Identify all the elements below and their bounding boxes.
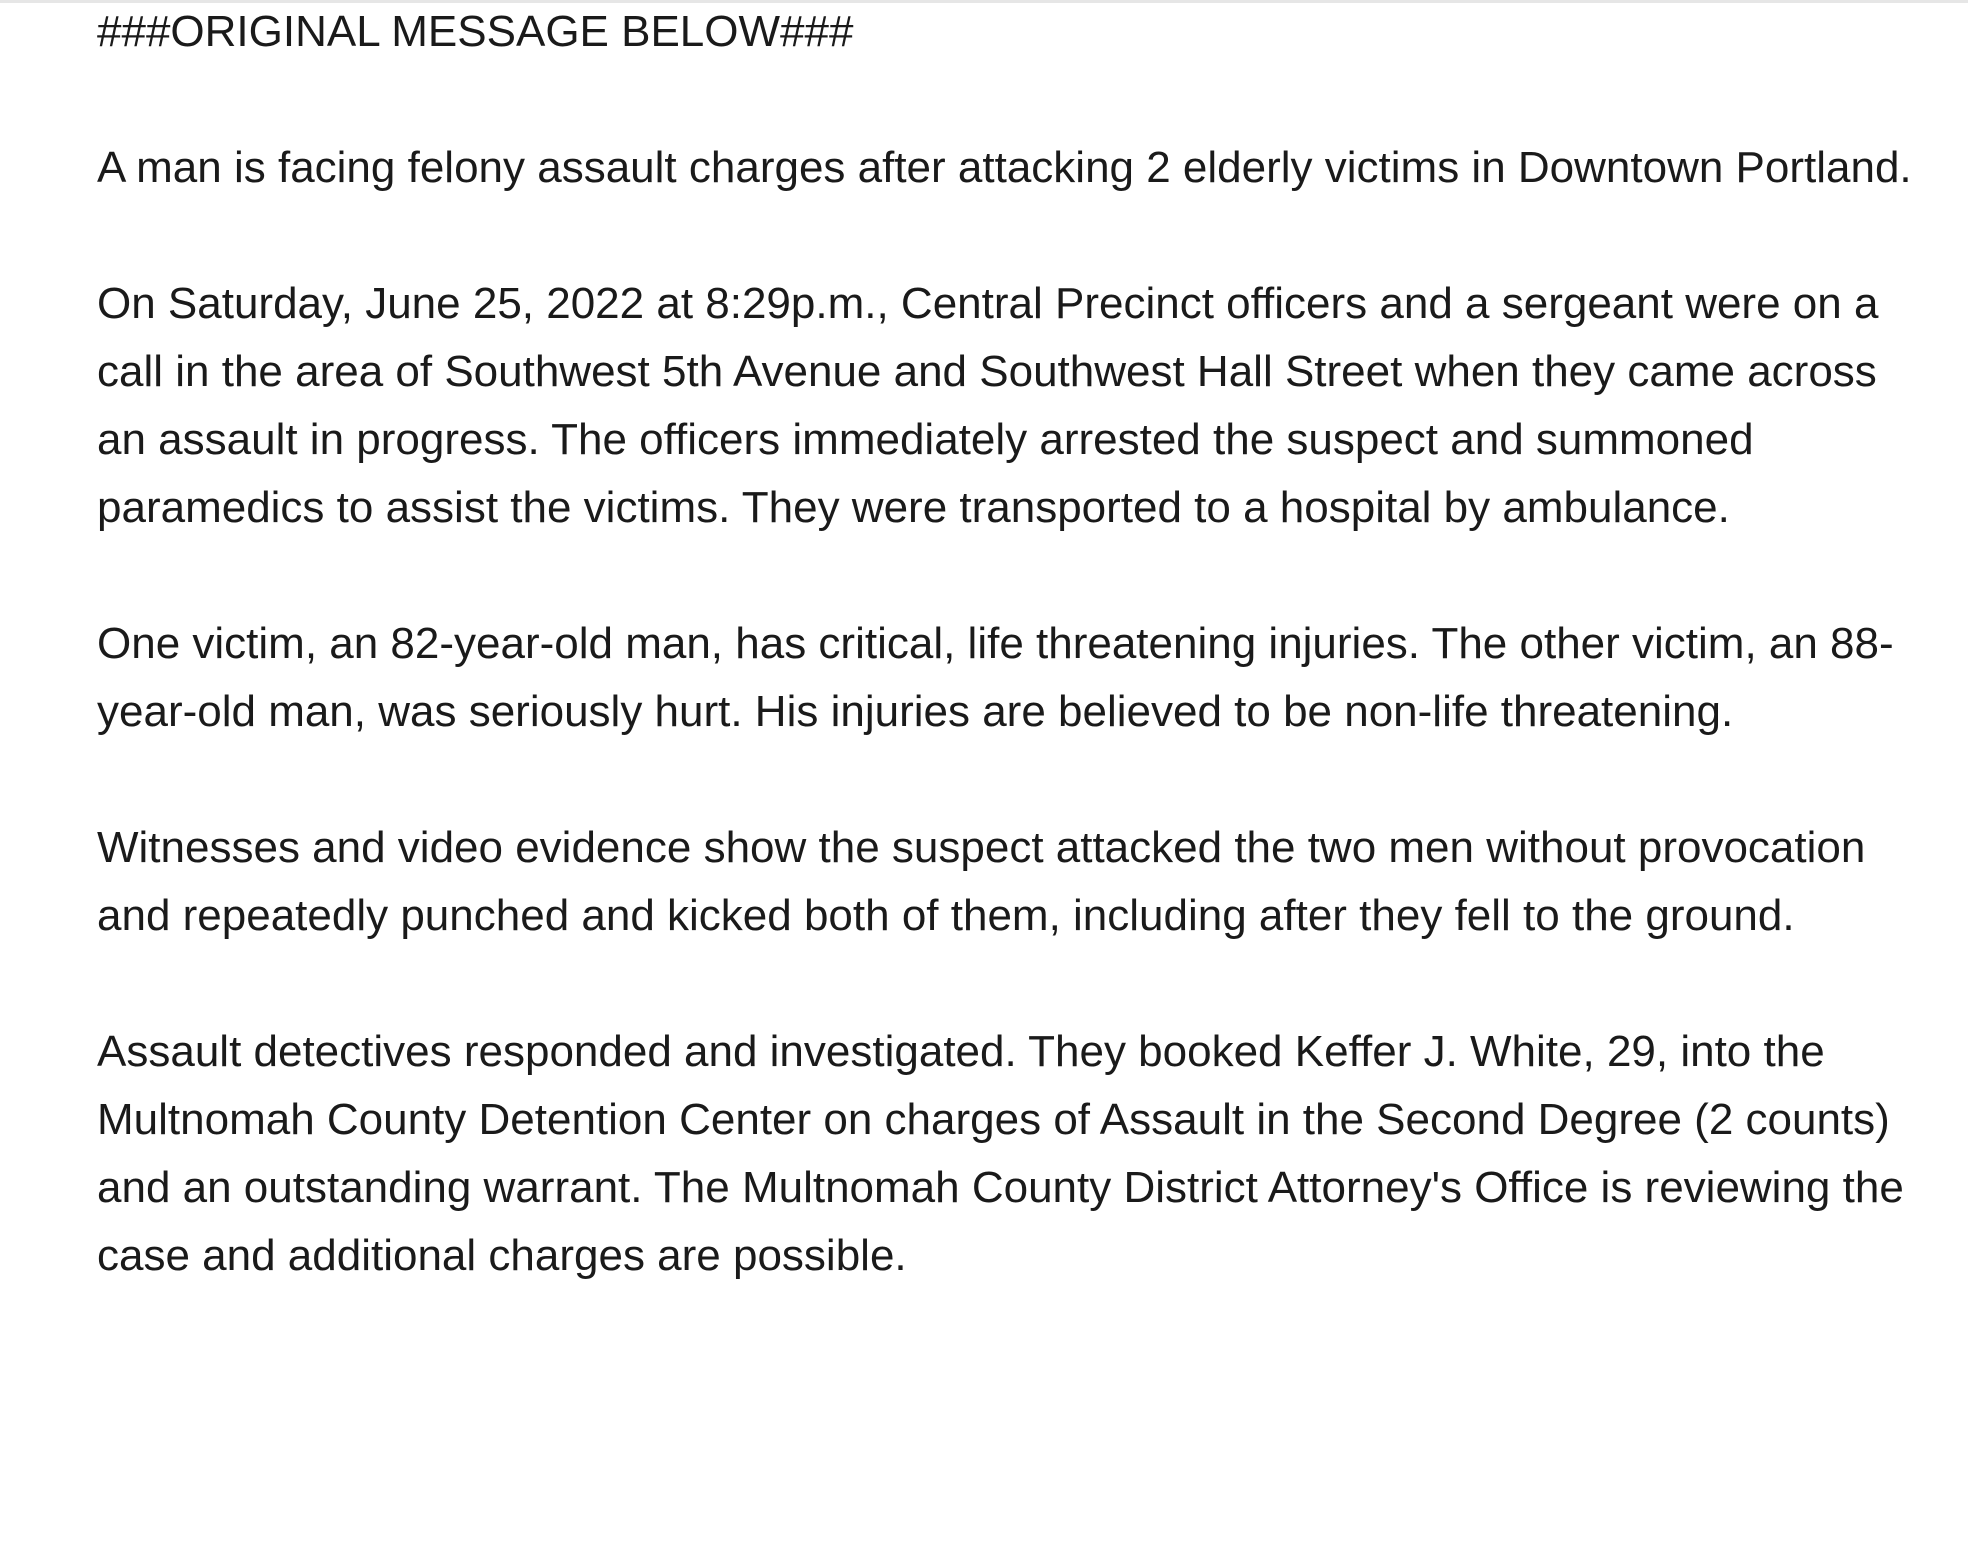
paragraph-witnesses: Witnesses and video evidence show the suspect attacked the two men without provocation and repeatedly punched and kicked both of them, including after they fell to the ground.: [97, 823, 1866, 940]
paragraph-incident: On Saturday, June 25, 2022 at 8:29p.m., Central Precinct officers and a sergeant were on a call in the area of Southwest 5th Avenue and Southwest Hall Street when they came across an assault in progress. The officers immediately arrested the suspect and summoned paramedics to assist the victims. They were transported to a hospital by ambulance.: [97, 279, 1879, 532]
paragraph-intro: A man is facing felony assault charges after attacking 2 elderly victims in Downtown Portland.: [97, 143, 1912, 192]
message-body: [97, 0, 1937, 1290]
paragraph-charges: Assault detectives responded and investigated. They booked Keffer J. White, 29, into the Multnomah County Detention Center on charges of Assault in the Second Degree (2 counts) and an outstanding warrant. The Multnomah County District Attorney's Office is reviewing the case and additional charges are possible.: [97, 1027, 1904, 1280]
paragraph-victims: One victim, an 82-year-old man, has critical, life threatening injuries. The other victim, an 88-year-old man, was seriously hurt. His injuries are believed to be non-life threatening.: [97, 619, 1894, 736]
original-message-header: ###ORIGINAL MESSAGE BELOW###: [97, 7, 854, 56]
